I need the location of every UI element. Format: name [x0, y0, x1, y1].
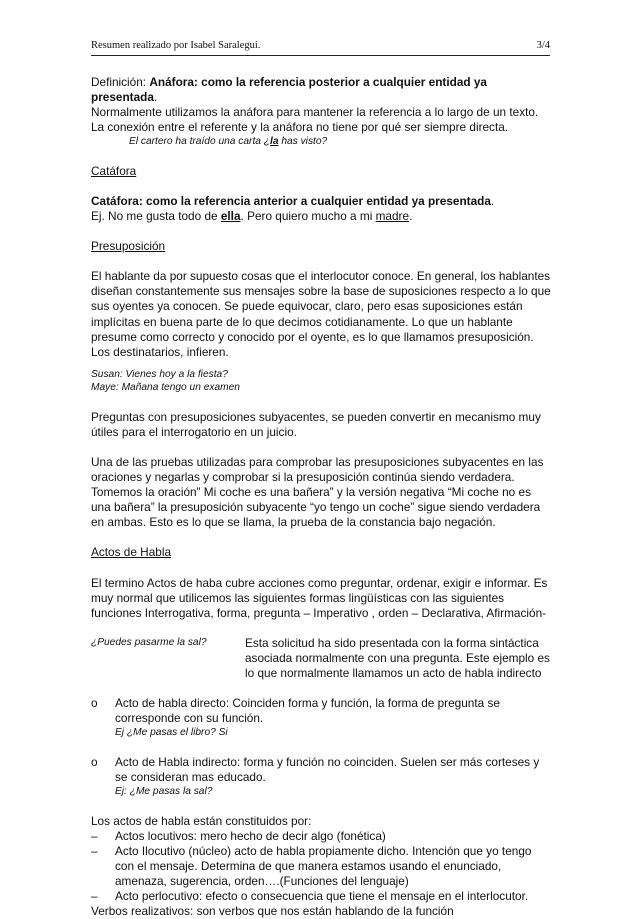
page-number: 3/4: [536, 40, 550, 51]
dialog-line-2: Maye: Mañana tengo un examen: [91, 382, 240, 394]
actos-paragraph-1: El termino Actos de haba cubre acciones como preguntar, ordenar, exigir e informar. Es muy normal que utilicemos las siguientes formas lingüísticas con las siguientes funciones Interrogativa, forma, pregunta – Imperativo , orden – Declarativa, Afirmación-: [91, 575, 548, 620]
bullet-indirect: [91, 755, 553, 799]
bullet-indirect-example: Ej: ¿Me pasas la sal?: [115, 786, 213, 797]
bullet-marker: o: [91, 696, 98, 711]
actos-heading: Actos de Habla: [91, 545, 172, 560]
dash-item-perlocutivo: – Acto perlocutivo: efecto o consecuencia que tiene el mensaje en el interlocutor.: [91, 888, 529, 903]
dash-item-ilocutivo: – Acto Ilocutivo (núcleo) acto de habla propiamente dicho. Intención que yo tengo con el mensaje. Determina de que manera estamos usando el enunciado, amenaza, sugerencia, orden….(Funciones del lenguaje): [91, 843, 532, 888]
presuposicion-paragraph-2: Preguntas con presuposiciones subyacentes, se pueden convertir en mecanismo muy útiles para el interrogatorio en un juicio.: [91, 409, 541, 439]
presuposicion-paragraph-1: El hablante da por supuesto cosas que el interlocutor conoce. En general, los hablantes diseñan constantemente sus mensajes sobre la base de suposiciones respecto a lo que sus oyentes ya conocen. Se puede equivocar, claro, pero esas suposiciones están implícitas en buena parte de lo que decimos cotidianamente. Lo que un hablante presume como correcto y conocido por el oyente, es lo que llamamos presuposición. Los destinatarios, infieren.: [91, 269, 551, 359]
verbos-realizativos-line: Verbos realizativos: son verbos que nos están hablando de la función: [91, 904, 454, 919]
bullet-direct-example: Ej ¿Me pasas el libro? Si: [115, 727, 228, 739]
bullet-marker: o: [91, 754, 98, 769]
bullet-direct: [91, 696, 553, 740]
bullet-indirect-text: Acto de Habla indirecto: forma y función no coinciden. Suelen ser más corteses y se consideran mas educado.: [115, 754, 540, 784]
bullet-direct-text: Acto de habla directo: Coinciden forma y función, la forma de pregunta se corresponde con su función.: [115, 696, 500, 726]
header-title: Resumen realizado por Isabel Saralegui.: [91, 40, 261, 51]
anafora-body: Normalmente utilizamos la anáfora para mantener la referencia a lo largo de un texto. La conexión entre el referente y la anáfora no tiene por qué ser siempre directa.: [91, 105, 539, 135]
anafora-example: El cartero ha traído una carta ¿la has visto?: [129, 136, 328, 148]
sal-question: ¿Puedes pasarme la sal?: [91, 636, 207, 648]
document-body: [91, 75, 553, 919]
running-header: [91, 40, 550, 51]
dialog-line-1: Susan: Vienes hoy a la fiesta?: [91, 368, 228, 380]
constituidos-line: Los actos de habla están constituidos por:: [91, 813, 312, 828]
header-rule: [91, 55, 550, 56]
sal-explanation: Esta solicitud ha sido presentada con la forma sintáctica asociada normalmente con una pregunta. Este ejemplo es lo que normalmente llamamos un acto de habla indirecto: [245, 635, 550, 681]
sal-example: [91, 636, 553, 681]
presuposicion-paragraph-3: Una de las pruebas utilizadas para comprobar las presuposiciones subyacentes en las oraciones y negarlas y comprobar si la presuposición continúa siendo verdadera. Tomemos la oración” Mi coche es una bañera” y la versión negativa “Mi coche no es una bañera” la presuposición subyacente “yo tengo un coche” sigue siendo verdadera en ambas. Esto es lo que se llama, la prueba de la constancia bajo negación.: [91, 455, 544, 530]
dash-item-locutivos: – Actos locutivos: mero hecho de decir algo (fonética): [91, 828, 386, 843]
catafora-heading: Catáfora: [91, 163, 137, 178]
anafora-definition: Definición: Anáfora: como la referencia posterior a cualquier entidad ya presentada.: [91, 75, 487, 105]
catafora-example: Ej. No me gusta todo de ella. Pero quiero mucho a mi madre.: [91, 209, 413, 224]
presuposicion-heading: Presuposición: [91, 239, 166, 254]
catafora-definition: Catáfora: como la referencia anterior a cualquier entidad ya presentada.: [91, 193, 495, 208]
